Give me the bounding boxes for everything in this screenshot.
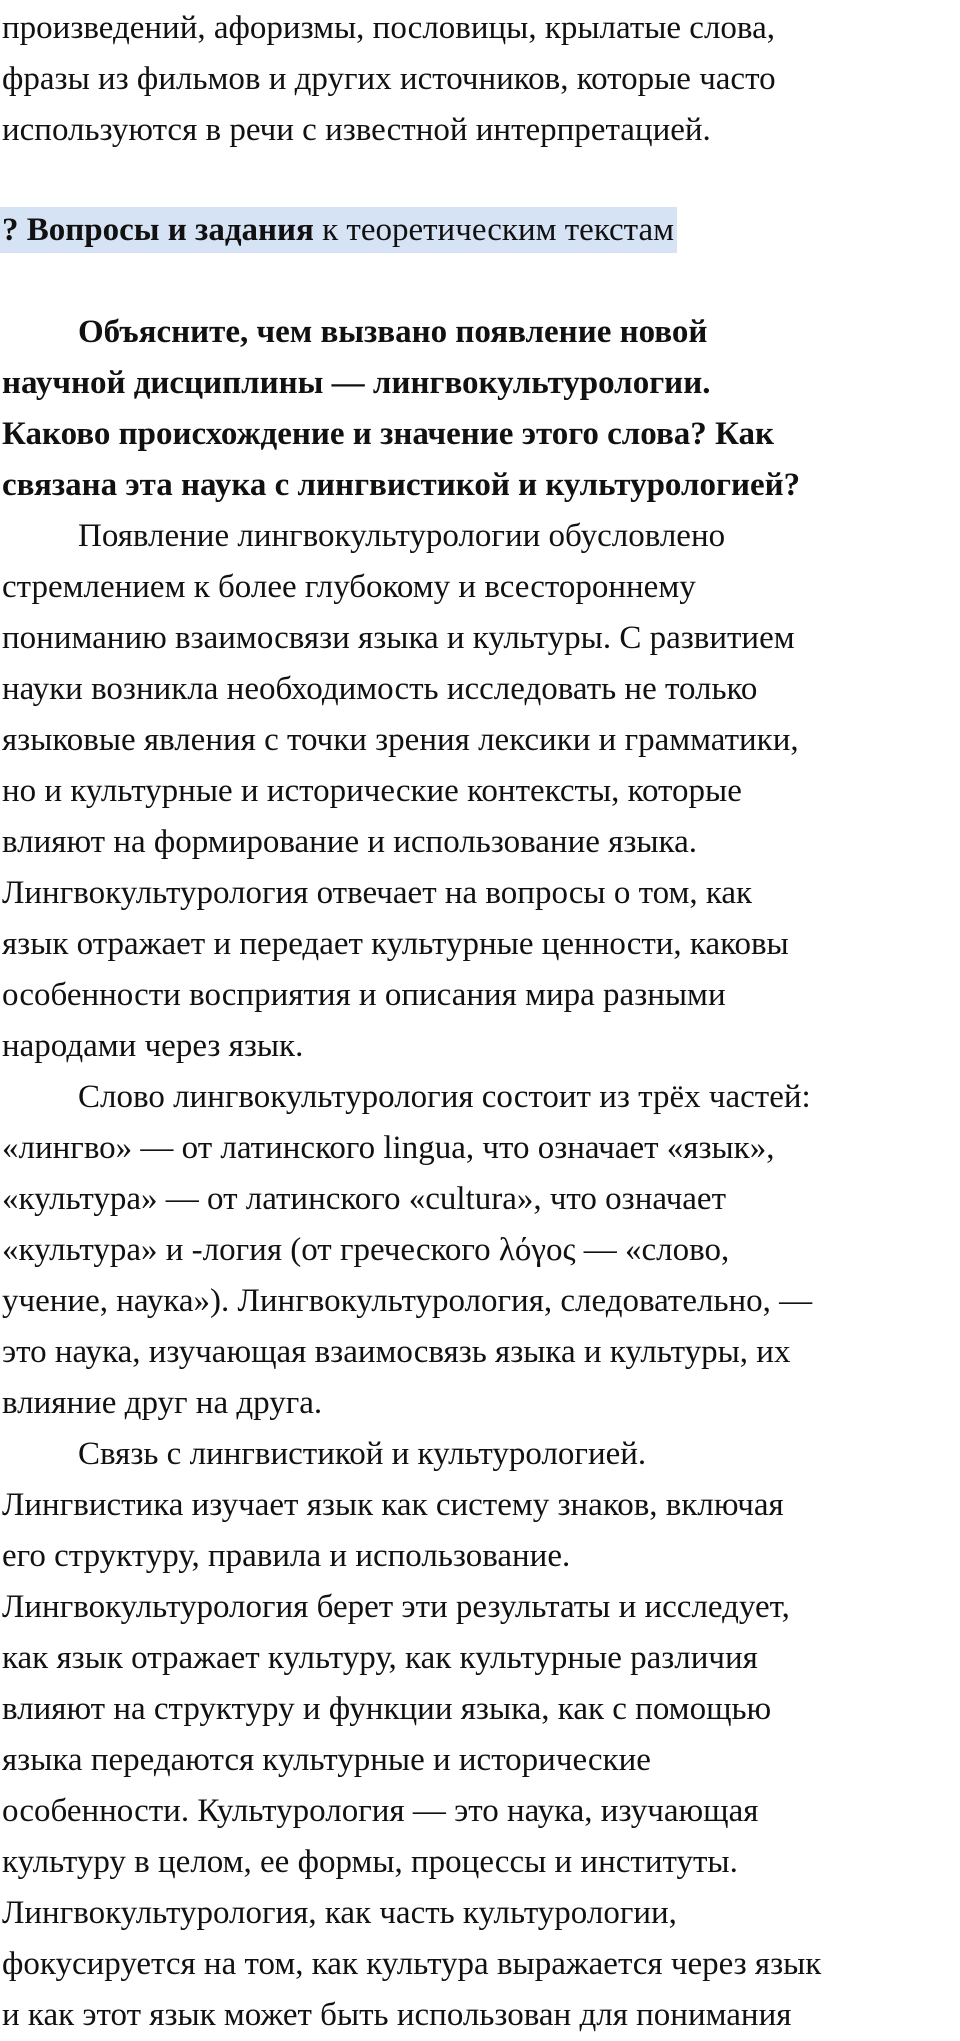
intro-paragraph (2, 3, 960, 156)
text-line: культуру в целом, ее формы, процессы и институты. (2, 1844, 738, 1880)
text-line: пониманию взаимосвязи языка и культуры. С развитием (2, 620, 795, 656)
text-line: это наука, изучающая взаимосвязь языка и культуры, их (2, 1334, 791, 1370)
question-mark-icon: ? (2, 212, 19, 248)
text-line: учение, наука»). Лингвокультурология, следовательно, — (2, 1283, 813, 1319)
section-header-bold: Вопросы и задания (26, 212, 314, 248)
text-line: Связь с лингвистикой и культурологией. (78, 1436, 647, 1472)
text-line: Лингвокультурология, как часть культурологии, (2, 1895, 677, 1931)
text-line: влияют на структуру и функции языка, как с помощью (2, 1691, 772, 1727)
text-line: Лингвокультурология берет эти результаты и исследует, (2, 1589, 790, 1625)
answer-block (2, 511, 960, 2041)
text-line: его структуру, правила и использование. (2, 1538, 571, 1574)
text-line: языковые явления с точки зрения лексики и грамматики, (2, 722, 799, 758)
text-line: стремлением к более глубокому и всестороннему (2, 569, 696, 605)
text-line: «культура» — от латинского «cultura», что означает (2, 1181, 727, 1217)
text-line: «культура» и -логия (от греческого λόγος — «слово, (2, 1232, 730, 1268)
text-line: и как этот язык может быть использован для понимания (2, 1997, 792, 2033)
text-line: фразы из фильмов и других источников, которые часто (2, 61, 776, 97)
text-line: народами через язык. (2, 1028, 304, 1064)
paragraph-1 (2, 511, 960, 1072)
text-line: произведений, афоризмы, пословицы, крылатые слова, (2, 10, 775, 46)
text-line: особенности. Культурология — это наука, изучающая (2, 1793, 759, 1829)
text-line: фокусируется на том, как культура выражается через язык (2, 1946, 822, 1982)
question-block (2, 307, 960, 511)
text-line: но и культурные и исторические контексты, которые (2, 773, 742, 809)
question-line: связана эта наука с лингвистикой и культурологией? (2, 467, 801, 503)
question-line: Каково происхождение и значение этого слова? Как (2, 416, 775, 452)
text-line: Лингвистика изучает язык как систему знаков, включая (2, 1487, 784, 1523)
text-line: используются в речи с известной интерпретацией. (2, 112, 711, 148)
text-line: как язык отражает культуру, как культурные различия (2, 1640, 758, 1676)
paragraph-3 (2, 1429, 960, 2041)
question-line: научной дисциплины — лингвокультурологии. (2, 365, 711, 401)
section-header (0, 207, 677, 253)
text-line: языка передаются культурные и исторические (2, 1742, 651, 1778)
text-line: язык отражает и передает культурные ценности, каковы (2, 926, 789, 962)
question-line: Объясните, чем вызвано появление новой (78, 314, 708, 350)
paragraph-2 (2, 1072, 960, 1429)
text-line: Появление лингвокультурологии обусловлено (78, 518, 726, 554)
text-line: науки возникла необходимость исследовать не только (2, 671, 758, 707)
text-line: особенности восприятия и описания мира разными (2, 977, 726, 1013)
text-line: Лингвокультурология отвечает на вопросы о том, как (2, 875, 753, 911)
text-line: Слово лингвокультурология состоит из трёх частей: (78, 1079, 811, 1115)
text-line: влияние друг на друга. (2, 1385, 323, 1421)
text-line: влияют на формирование и использование языка. (2, 824, 697, 860)
section-header-rest: к теоретическим текстам (313, 212, 675, 248)
text-line: «лингво» — от латинского lingua, что означает «язык», (2, 1130, 775, 1166)
